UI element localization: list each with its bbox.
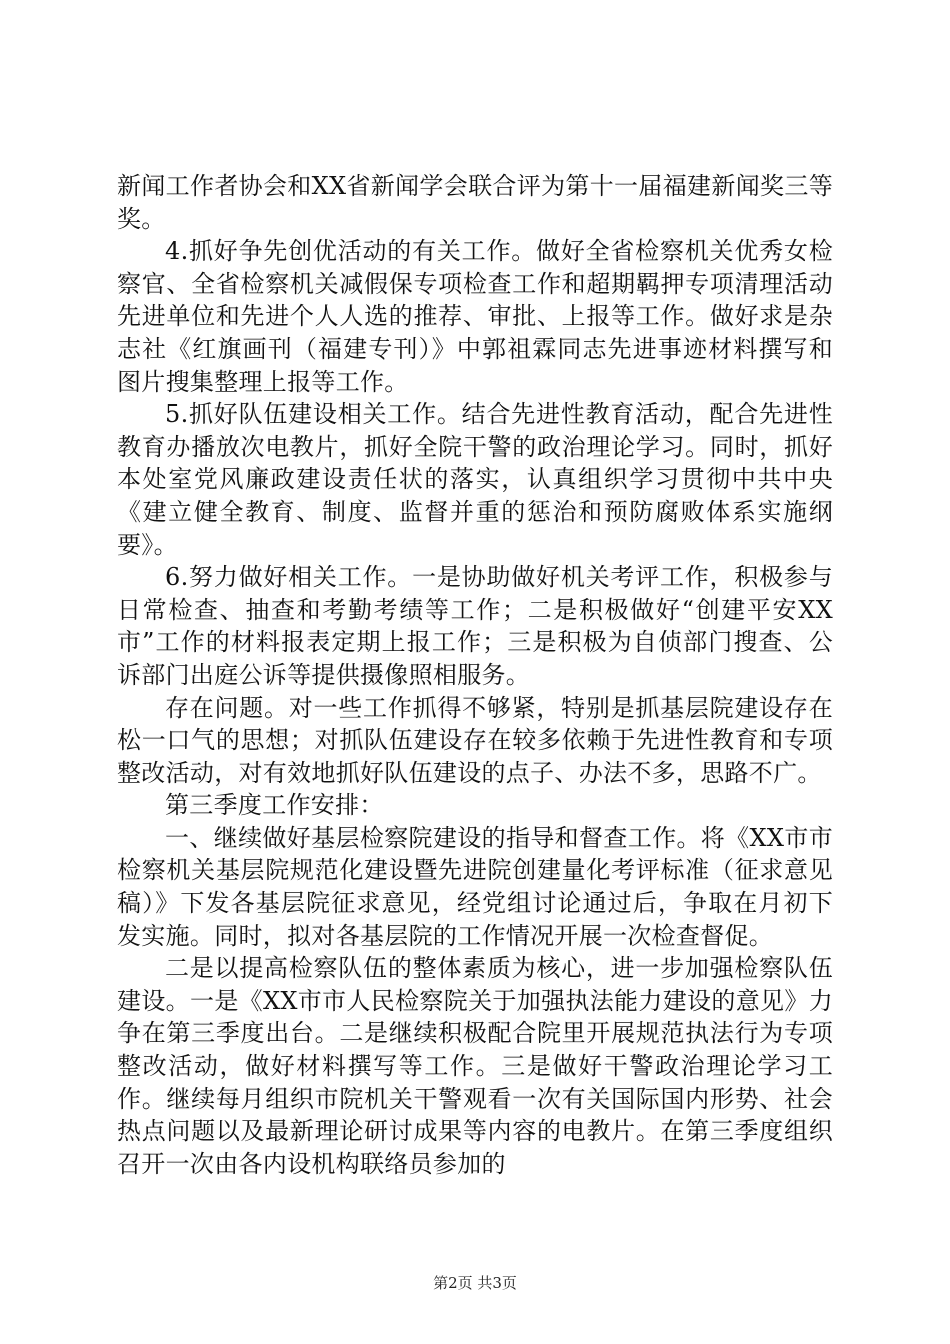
document-body <box>117 170 833 1180</box>
paragraph: 6.努力做好相关工作。一是协助做好机关考评工作，积极参与日常检查、抽查和考勤考绩等工作；二是积极做好“创建平安XX市”工作的材料报表定期上报工作；三是积极为自侦部门搜查、公诉部门出庭公诉等提供摄像照相服务。 <box>117 563 833 689</box>
page-footer: 第2页 共3页 <box>433 1274 517 1292</box>
paragraph: 第三季度工作安排： <box>165 791 384 820</box>
paragraph: 新闻工作者协会和XX省新闻学会联合评为第十一届福建新闻奖三等奖。 <box>117 172 833 233</box>
paragraph: 二是以提高检察队伍的整体素质为核心，进一步加强检察队伍建设。一是《XX市市人民检察院关于加强执法能力建设的意见》力争在第三季度出台。二是继续积极配合院里开展规范执法行为专项整改活动，做好材料撰写等工作。三是做好干警政治理论学习工作。继续每月组织市院机关干警观看一次有关国际国内形势、社会热点问题以及最新理论研讨成果等内容的电教片。在第三季度组织召开一次由各内设机构联络员参加的 <box>117 954 833 1178</box>
paragraph: 5.抓好队伍建设相关工作。结合先进性教育活动，配合先进性教育办播放次电教片，抓好全院干警的政治理论学习。同时，抓好本处室党风廉政建设责任状的落实，认真组织学习贯彻中共中央《建立健全教育、制度、监督并重的惩治和预防腐败体系实施纲要》。 <box>117 400 833 559</box>
paragraph: 一、继续做好基层检察院建设的指导和督查工作。将《XX市市检察机关基层院规范化建设暨先进院创建量化考评标准（征求意见稿）》下发各基层院征求意见，经党组讨论通过后，争取在月初下发实施。同时，拟对各基层院的工作情况开展一次检查督促。 <box>117 823 833 950</box>
paragraph: 存在问题。对一些工作抓得不够紧，特别是抓基层院建设存在松一口气的思想；对抓队伍建设存在较多依赖于先进性教育和专项整改活动，对有效地抓好队伍建设的点子、办法不多，思路不广。 <box>117 693 833 787</box>
paragraph: 4.抓好争先创优活动的有关工作。做好全省检察机关优秀女检察官、全省检察机关减假保专项检查工作和超期羁押专项清理活动先进单位和先进个人人选的推荐、审批、上报等工作。做好求是杂志社《红旗画刊（福建专刊）》中郭祖霖同志先进事迹材料撰写和图片搜集整理上报等工作。 <box>117 237 833 396</box>
